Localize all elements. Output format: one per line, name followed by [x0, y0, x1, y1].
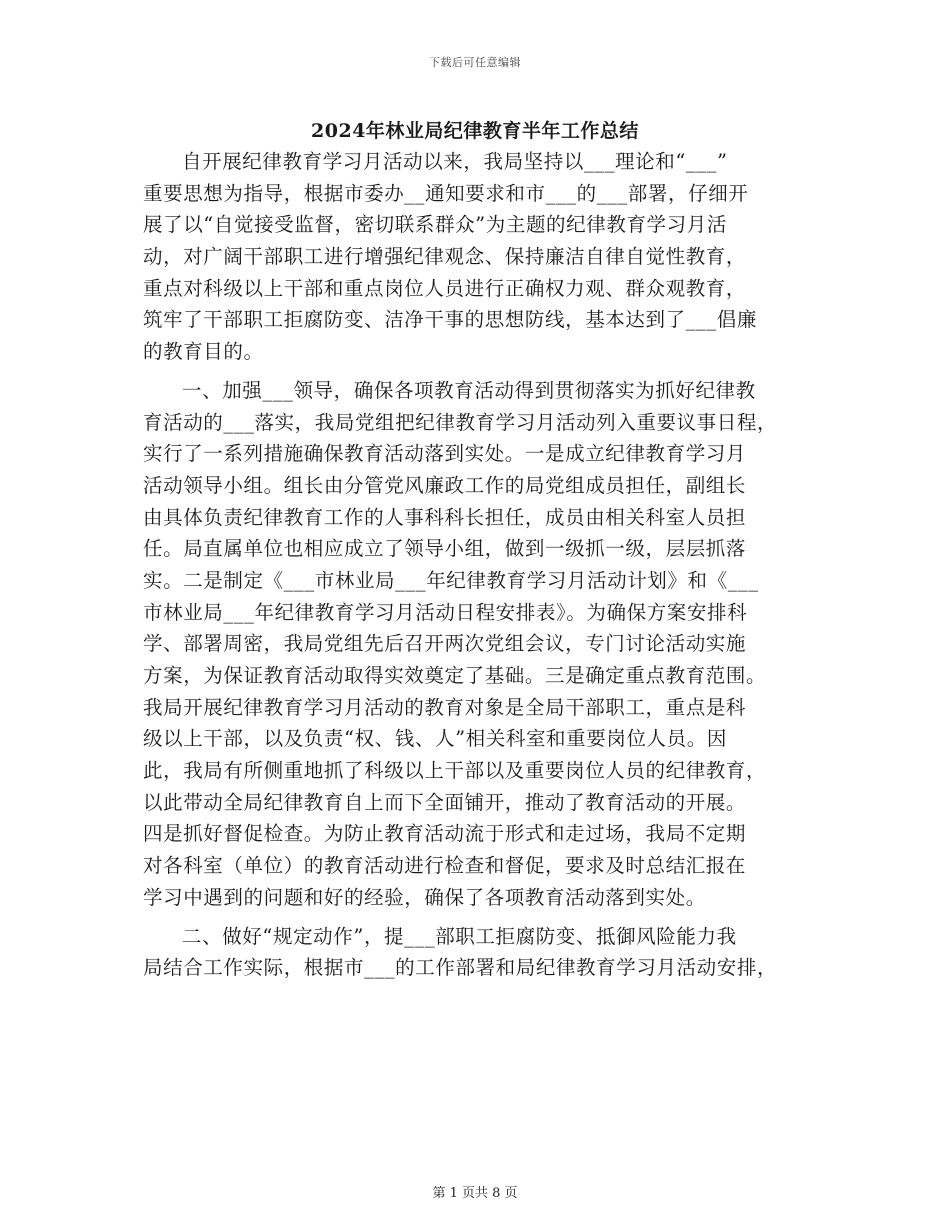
text-line: 我局开展纪律教育学习月活动的教育对象是全局干部职工，重点是科 [143, 695, 747, 719]
text-line: 展了以“自觉接受监督，密切联系群众”为主题的纪律教育学习月活 [143, 213, 727, 237]
text-line: 重点对科级以上干部和重点岗位人员进行正确权力观、群众观教育， [143, 276, 747, 300]
paragraph-spacer [143, 368, 815, 375]
text-line: 级以上干部，以及负责“权、钱、人”相关科室和重要岗位人员。因 [143, 727, 727, 751]
text-line: 自开展纪律教育学习月活动以来，我局坚持以___理论和“___” [182, 150, 728, 173]
text-line: 育活动的___落实，我局党组把纪律教育学习月活动列入重要议事日程， [143, 410, 778, 434]
text-line: 活动领导小组。组长由分管党风廉政工作的局党组成员担任，副组长 [143, 473, 747, 497]
paragraph-section-one [143, 375, 815, 914]
text-line: 实行了一系列措施确保教育活动落到实处。一是成立纪律教育学习月 [143, 442, 747, 466]
text-line: 动，对广阔干部职工进行增强纪律观念、保持廉洁自律自觉性教育， [143, 245, 747, 269]
text-line: 筑牢了干部职工拒腐防变、洁净干事的思想防线，基本达到了___倡廉 [143, 308, 757, 332]
page-footer: 第 1 页共 8 页 [432, 1186, 518, 1201]
text-line: 此，我局有所侧重地抓了科级以上干部以及重要岗位人员的纪律教育， [143, 759, 767, 783]
text-line: 以此带动全局纪律教育自上而下全面铺开，推动了教育活动的开展。 [143, 790, 747, 814]
paragraph-spacer [143, 914, 815, 921]
text-line: 四是抓好督促检查。为防止教育活动流于形式和走过场，我局不定期 [143, 822, 747, 846]
text-line: 实。二是制定《___市林业局___年纪律教育学习月活动计划》和《___ [143, 568, 759, 592]
text-line: 方案，为保证教育活动取得实效奠定了基础。三是确定重点教育范围。 [143, 664, 767, 687]
header-note: 下载后可任意编辑 [429, 56, 521, 69]
paragraph-section-two [143, 921, 815, 984]
text-line: 学、部署周密，我局党组先后召开两次党组会议，专门讨论活动实施 [143, 632, 747, 656]
text-line: 对各科室（单位）的教育活动进行检查和督促，要求及时总结汇报在 [143, 854, 747, 878]
text-line: 重要思想为指导，根据市委办__通知要求和市___的___部署，仔细开 [143, 181, 749, 205]
document-title: 2024年林业局纪律教育半年工作总结 [311, 120, 639, 142]
text-line: 的教育目的。 [143, 340, 264, 364]
text-line: 任。局直属单位也相应成立了领导小组，做到一级抓一级，层层抓落 [143, 537, 747, 561]
text-line: 局结合工作实际，根据市___的工作部署和局纪律教育学习月活动安排， [143, 956, 778, 980]
text-line: 市林业局___年纪律教育学习月活动日程安排表》。为确保方案安排科 [143, 600, 748, 624]
text-line: 一、加强___领导，确保各项教育活动得到贯彻落实为抓好纪律教 [182, 378, 756, 402]
text-line: 学习中遇到的问题和好的经验，确保了各项教育活动落到实处。 [143, 885, 706, 909]
paragraph-intro [143, 146, 815, 368]
text-line: 二、做好“规定动作”，提___部职工拒腐防变、抵御风险能力我 [182, 924, 737, 948]
document-body [143, 146, 815, 984]
text-line: 由具体负责纪律教育工作的人事科科长担任，成员由相关科室人员担 [143, 505, 747, 529]
